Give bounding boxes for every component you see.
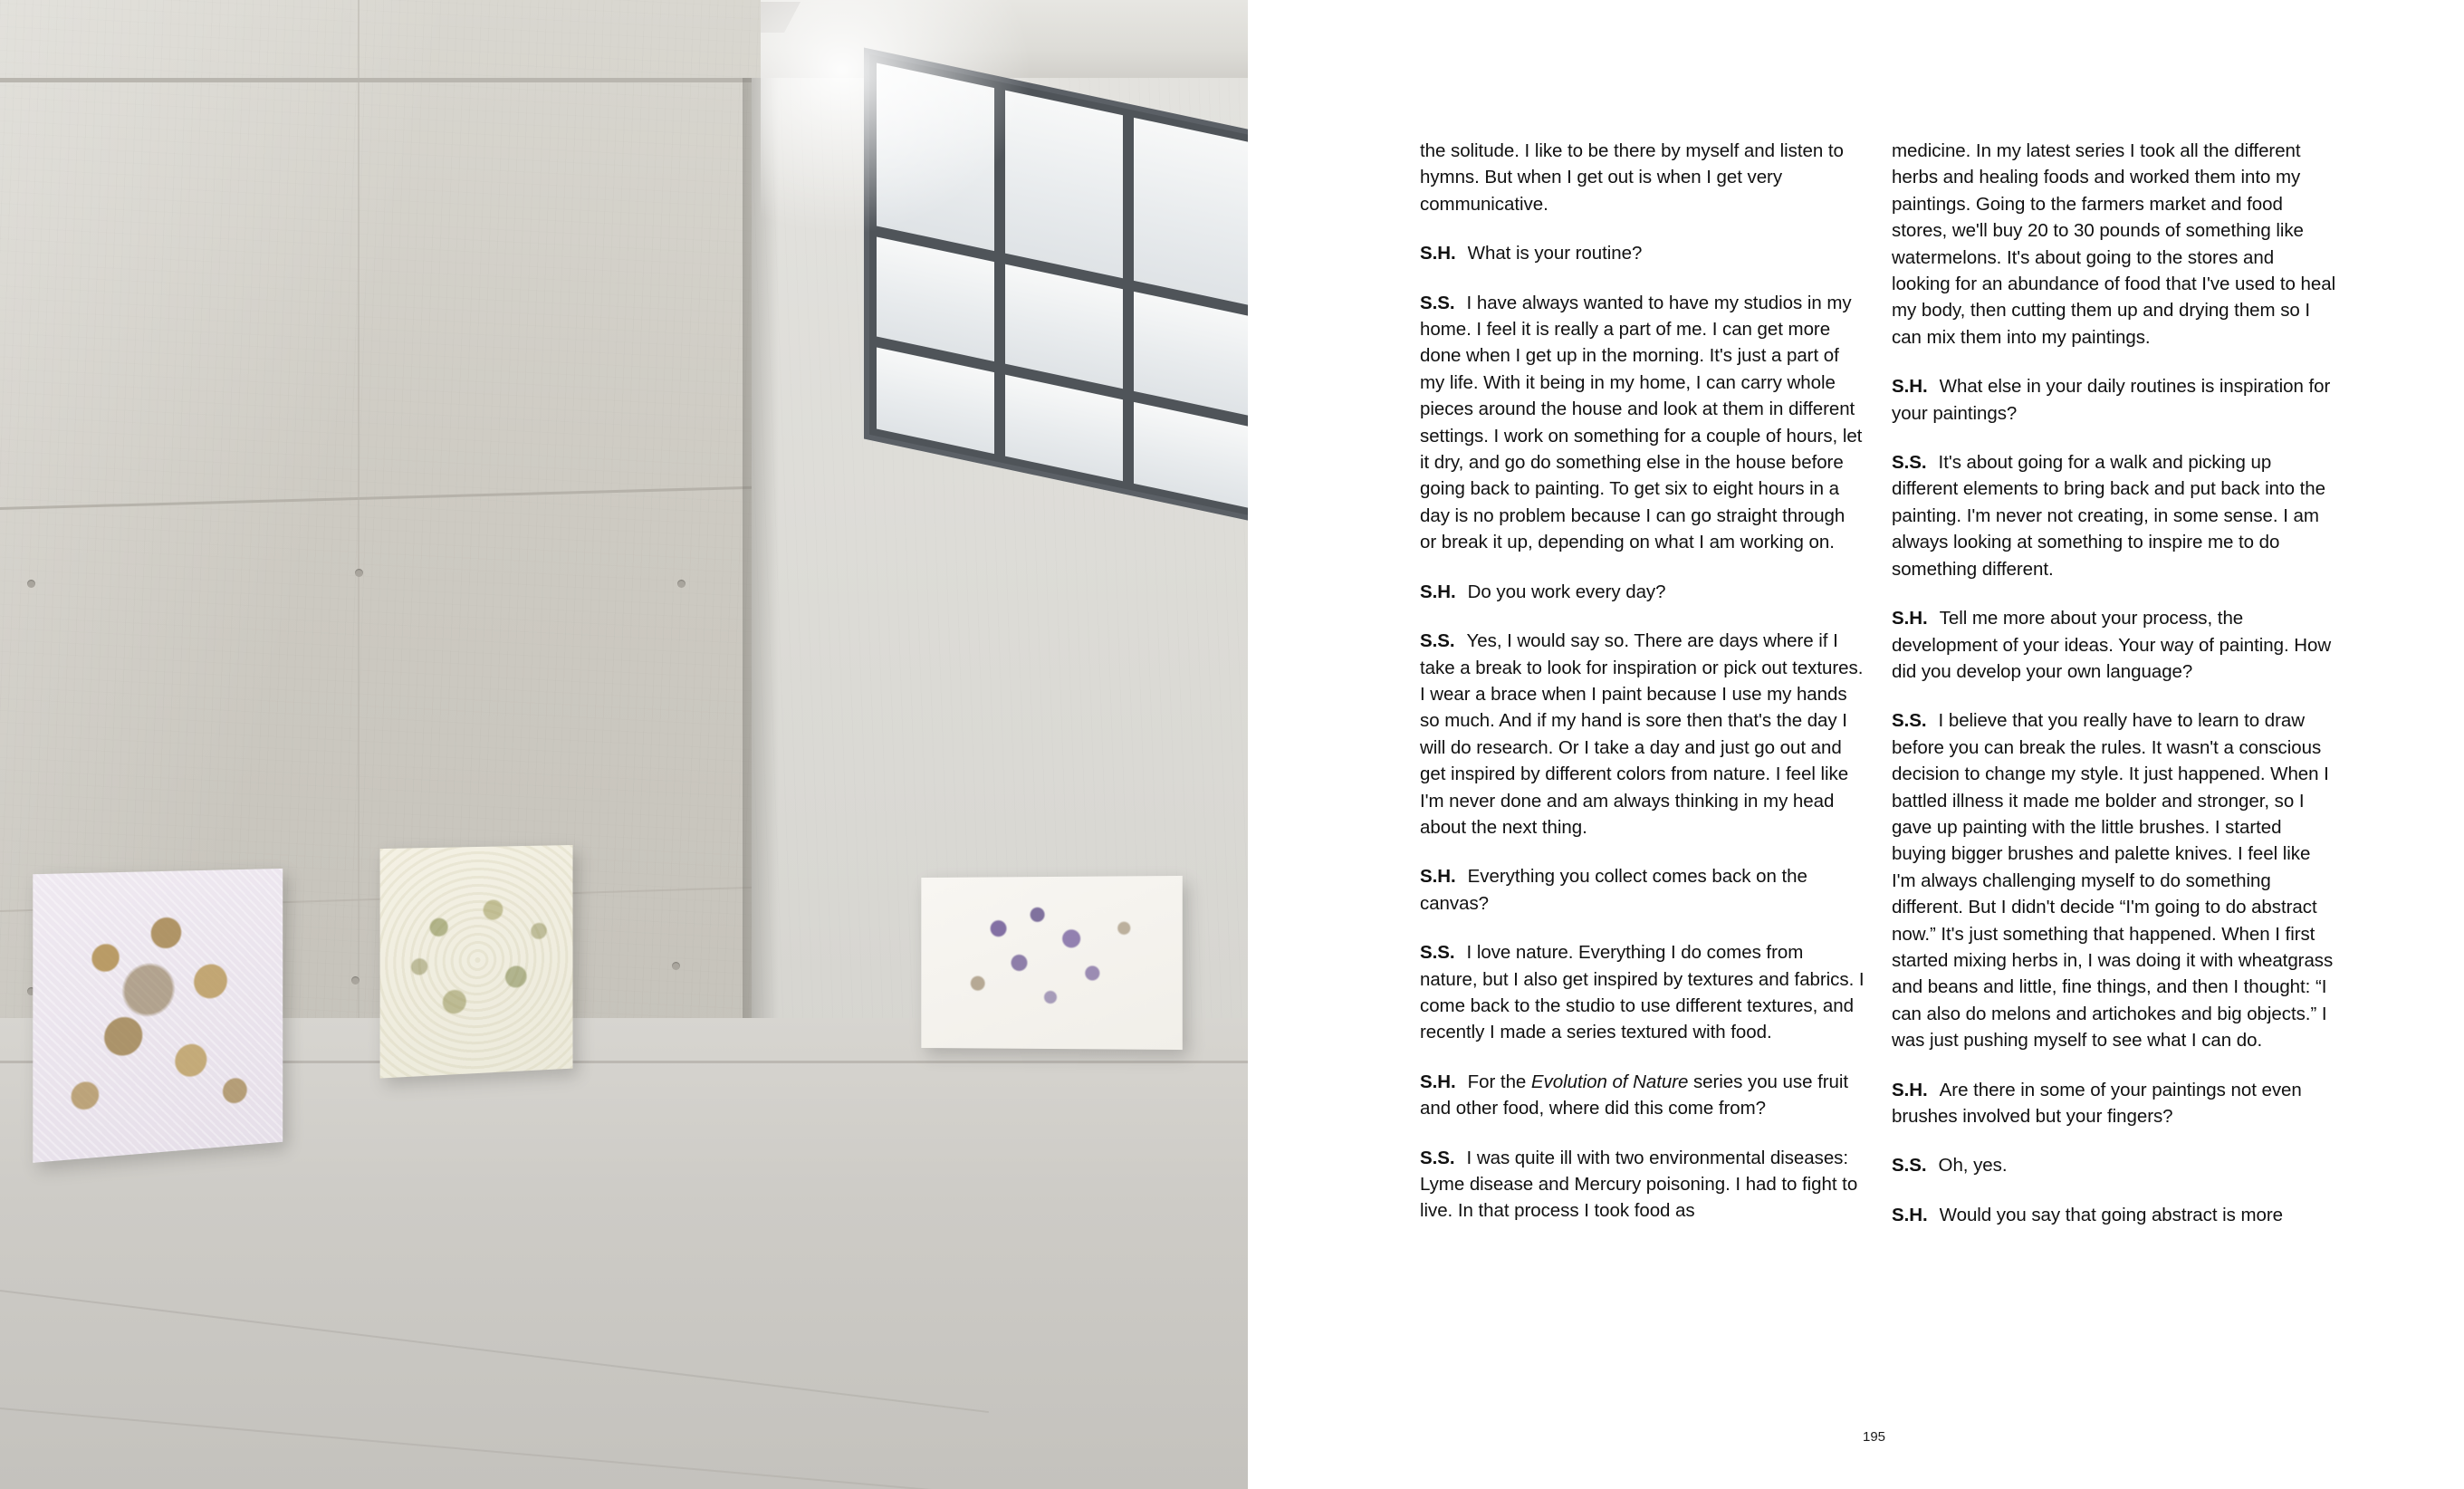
dialogue-paragraph	[1420, 1069, 1865, 1122]
dialogue-paragraph	[1420, 240, 1865, 266]
window-pane	[1134, 292, 1248, 418]
window-pane	[877, 236, 994, 361]
dialogue-paragraph	[1420, 863, 1865, 917]
dialogue-paragraph	[1892, 605, 2336, 685]
continued-paragraph	[1892, 138, 2336, 351]
dialogue-paragraph	[1892, 449, 2336, 582]
page-folio	[1248, 1429, 2464, 1445]
paragraph-text: It's about going for a walk and picking up different elements to bring back and put back into the painting. I'm never not creating, in some sense. I am always looking at something to inspire me to do something different.	[1892, 452, 2325, 580]
paragraph-text: Tell me more about your process, the development of your ideas. Your way of painting. How did you develop your own language?	[1892, 608, 2332, 682]
floor-seam	[0, 1407, 992, 1489]
speaker-label: S.H.	[1420, 866, 1456, 888]
speaker-label: S.S.	[1892, 710, 1927, 732]
paragraph-text: For the Evolution of Nature series you use fruit and other food, where did this come from?	[1420, 1071, 1849, 1119]
speaker-label: S.H.	[1420, 1071, 1456, 1092]
paragraph-text: Are there in some of your paintings not even brushes involved but your fingers?	[1892, 1079, 2302, 1127]
paragraph-text: the solitude. I like to be there by myself and listen to hymns. But when I get out is when I get very communicative.	[1420, 140, 1844, 215]
window-pane	[1134, 402, 1248, 511]
tie-hole	[677, 580, 686, 588]
wall-seam	[358, 0, 360, 1069]
paragraph-text: medicine. In my latest series I took all the different herbs and healing foods and worked them into my paintings. Going to the farmers market and food stores, we'll buy 20 to 30 pounds of something like watermelons. It's about going to the stores and looking for an abundance of food that I've used to heal my body, then cutting them up and drying them so I can mix them into my paintings.	[1892, 140, 2336, 348]
paragraph-text: What is your routine?	[1467, 243, 1643, 264]
interview-columns	[1420, 138, 2336, 1251]
speaker-label: S.S.	[1420, 292, 1455, 313]
dialogue-paragraph	[1420, 1145, 1865, 1225]
paragraph-text: Everything you collect comes back on the canvas?	[1420, 866, 1807, 914]
series-title: Evolution of Nature	[1530, 1071, 1689, 1092]
floor-seam	[0, 1290, 989, 1413]
dialogue-paragraph	[1420, 939, 1865, 1046]
window-pane	[1005, 264, 1123, 389]
dialogue-paragraph	[1420, 290, 1865, 556]
speaker-label: S.S.	[1892, 1155, 1927, 1177]
paragraph-text: What else in your daily routines is inspiration for your paintings?	[1892, 376, 2331, 424]
speaker-label: S.S.	[1420, 942, 1455, 964]
artwork-left	[33, 869, 283, 1163]
paragraph-text: I believe that you really have to learn to draw before you can break the rules. It wasn't a conscious decision to change my style. It just happened. When I battled illness it made me bolder and stronger, so I gave up painting with the little brushes. I started buying bigger brushes and palette knives. I feel like I'm always challenging myself to do something different. But I didn't decide “I'm going to do abstract now.” It's just something that happened. When I first started mixing herbs in, I was doing it with wheatgrass and beans and little, fine things, and then I thought: “I can also do melons and artichokes and big objects.” I was just pushing myself to see what I can do.	[1892, 710, 2334, 1052]
column-right	[1892, 138, 2336, 1251]
wall-top-edge	[0, 78, 761, 82]
artwork-center	[380, 845, 573, 1079]
tie-hole	[355, 569, 363, 577]
window-pane	[1134, 118, 1248, 308]
window-pane	[877, 347, 994, 454]
dialogue-paragraph	[1892, 1202, 2336, 1228]
page-number: 195	[1862, 1429, 1886, 1445]
speaker-label: S.S.	[1892, 452, 1927, 474]
artwork-surface	[380, 845, 573, 1079]
speaker-label: S.H.	[1892, 608, 1928, 629]
dialogue-paragraph	[1420, 628, 1865, 841]
artwork-surface	[921, 876, 1182, 1050]
text-page	[1248, 0, 2464, 1489]
dialogue-paragraph	[1892, 373, 2336, 427]
paragraph-text: Yes, I would say so. There are days where if I take a break to look for inspiration or pick out textures. I wear a brace when I paint because I use my hands so much. And if my hand is sore then that's the day I will do research. Or I take a day and just go out and get inspired by different colors from nature. I feel like I'm never done and am always thinking in my head about the next thing.	[1420, 630, 1864, 838]
window-glare	[761, 0, 1032, 235]
tie-hole	[672, 962, 680, 970]
window-pane	[1005, 375, 1123, 482]
column-left	[1420, 138, 1865, 1251]
tie-hole	[27, 580, 35, 588]
speaker-label: S.H.	[1420, 581, 1456, 602]
speaker-label: S.S.	[1420, 1147, 1455, 1168]
continued-paragraph	[1420, 138, 1865, 217]
speaker-label: S.S.	[1420, 630, 1455, 652]
paragraph-text: Do you work every day?	[1467, 581, 1666, 602]
dialogue-paragraph	[1892, 1077, 2336, 1130]
speaker-label: S.H.	[1420, 243, 1456, 264]
paragraph-text: I love nature. Everything I do comes from nature, but I also get inspired by textures and fabrics. I come back to the studio to use different textures, and recently I made a series textured with food.	[1420, 942, 1865, 1043]
tie-hole	[351, 976, 360, 985]
dialogue-paragraph	[1420, 579, 1865, 605]
paragraph-text: I have always wanted to have my studios in my home. I feel it is really a part of me. I can get more done when I get up in the morning. It's just a part of my life. With it being in my home, I can carry whole pieces around the house and look at them in different settings. I work on something for a couple of hours, let it dry, and go do something else in the house before going back to painting. To get six to eight hours in a day is no problem because I can go straight through or break it up, depending on what I am working on.	[1420, 292, 1863, 553]
dialogue-paragraph	[1892, 707, 2336, 1053]
paragraph-text: I was quite ill with two environmental diseases: Lyme disease and Mercury poisoning. I had to fight to live. In that process I took food as	[1420, 1147, 1858, 1222]
paragraph-text: Oh, yes.	[1938, 1155, 2008, 1177]
artwork-right	[921, 876, 1182, 1050]
dialogue-paragraph	[1892, 1152, 2336, 1178]
paragraph-text: Would you say that going abstract is more	[1939, 1204, 2283, 1225]
speaker-label: S.H.	[1892, 1079, 1928, 1100]
artwork-surface	[33, 869, 283, 1163]
speaker-label: S.H.	[1892, 376, 1928, 398]
speaker-label: S.H.	[1892, 1204, 1928, 1225]
